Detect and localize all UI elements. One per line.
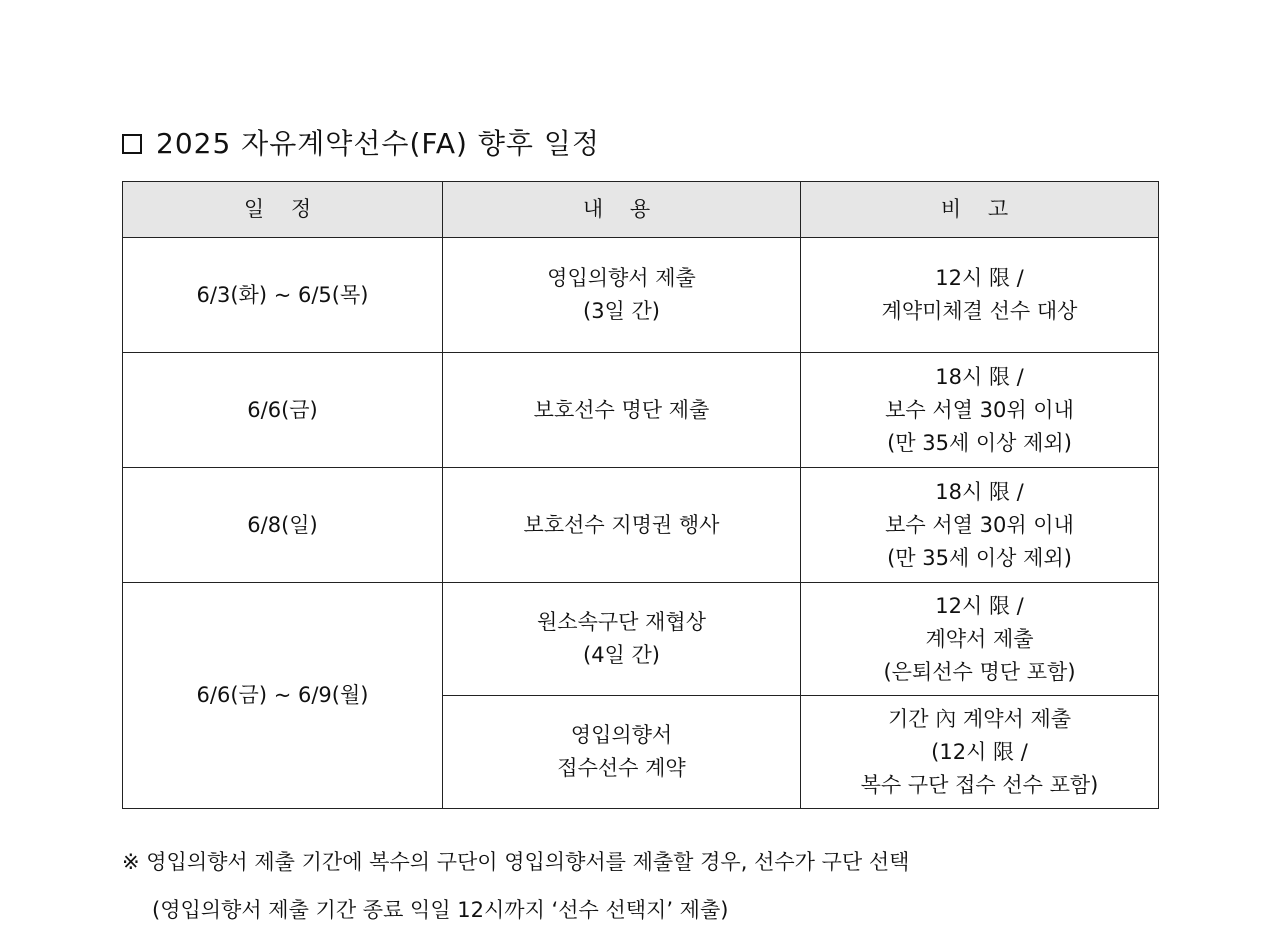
header-content: 내 용 bbox=[443, 182, 801, 238]
note-cell: 12시 限 / 계약미체결 선수 대상 bbox=[801, 238, 1159, 353]
table-row bbox=[123, 583, 1159, 696]
schedule-table bbox=[122, 181, 1159, 809]
header-note: 비 고 bbox=[801, 182, 1159, 238]
note-cell: 12시 限 / 계약서 제출 (은퇴선수 명단 포함) bbox=[801, 583, 1159, 696]
content-cell: 원소속구단 재협상 (4일 간) bbox=[443, 583, 801, 696]
content-cell: 보호선수 명단 제출 bbox=[443, 353, 801, 468]
note-cell: 기간 內 계약서 제출 (12시 限 / 복수 구단 접수 선수 포함) bbox=[801, 696, 1159, 809]
table-row bbox=[123, 468, 1159, 583]
note-cell: 18시 限 / 보수 서열 30위 이내 (만 35세 이상 제외) bbox=[801, 468, 1159, 583]
table-header-row bbox=[123, 182, 1159, 238]
table-row bbox=[123, 238, 1159, 353]
date-cell: 6/6(금) ~ 6/9(월) bbox=[123, 583, 443, 809]
footnote-line-1: ※ 영입의향서 제출 기간에 복수의 구단이 영입의향서를 제출할 경우, 선수가 구단 선택 bbox=[122, 850, 910, 874]
date-cell: 6/6(금) bbox=[123, 353, 443, 468]
table-row bbox=[123, 353, 1159, 468]
header-date: 일 정 bbox=[123, 182, 443, 238]
footnote-line-2: (영입의향서 제출 기간 종료 익일 12시까지 ‘선수 선택지’ 제출) bbox=[152, 898, 729, 922]
content-cell: 보호선수 지명권 행사 bbox=[443, 468, 801, 583]
date-cell: 6/8(일) bbox=[123, 468, 443, 583]
page-title-text: 2025 자유계약선수(FA) 향후 일정 bbox=[156, 127, 600, 160]
footnotes bbox=[122, 838, 909, 934]
checkbox-icon bbox=[122, 134, 142, 154]
content-cell: 영입의향서 접수선수 계약 bbox=[443, 696, 801, 809]
page-title bbox=[122, 122, 600, 162]
note-cell: 18시 限 / 보수 서열 30위 이내 (만 35세 이상 제외) bbox=[801, 353, 1159, 468]
content-cell: 영입의향서 제출 (3일 간) bbox=[443, 238, 801, 353]
date-cell: 6/3(화) ~ 6/5(목) bbox=[123, 238, 443, 353]
